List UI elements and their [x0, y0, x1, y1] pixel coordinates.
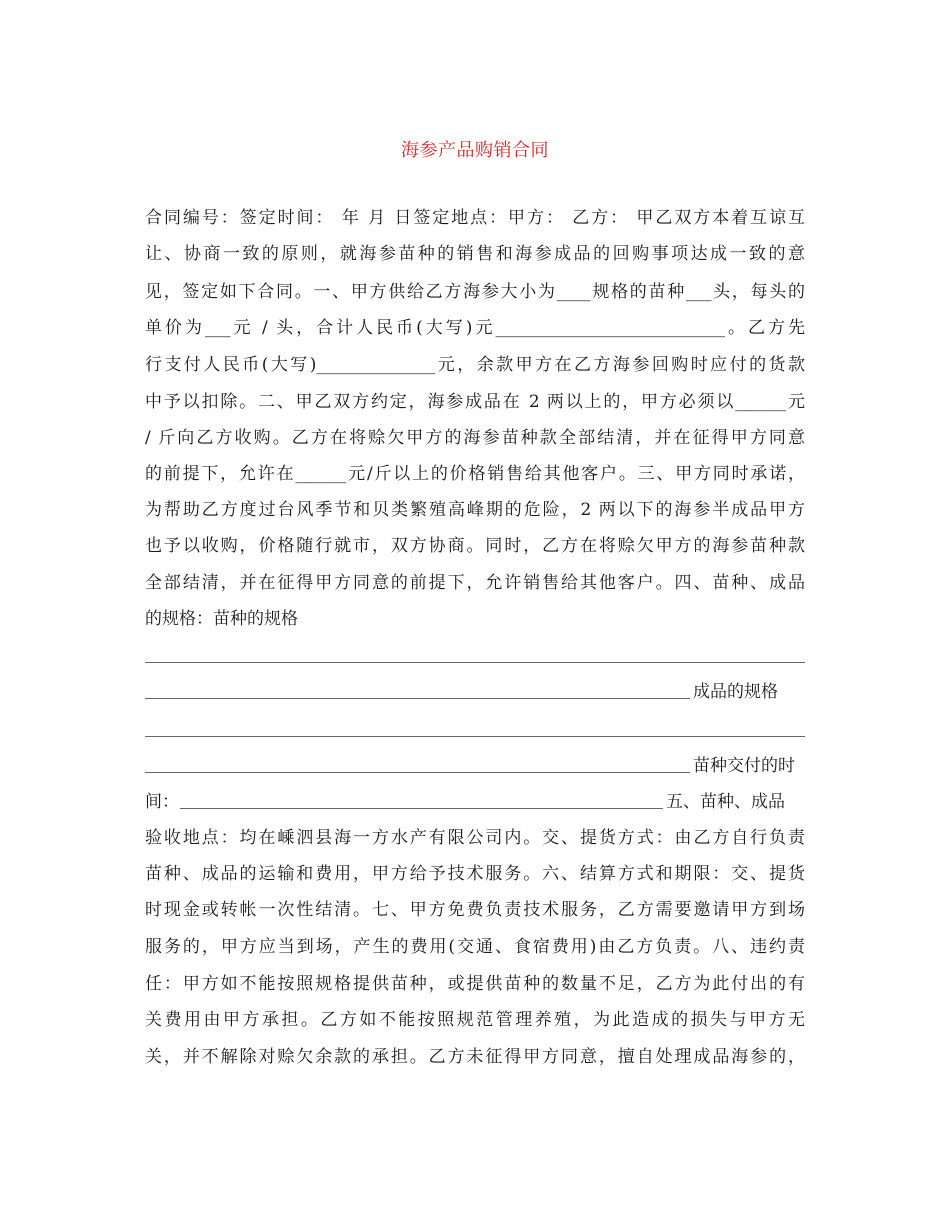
- body-line: 时现金或转帐一次性结清。七、甲方免费负责技术服务，乙方需要邀请甲方到场: [145, 900, 805, 920]
- body-line: 服务的，甲方应当到场，产生的费用(交通、食宿费用)由乙方负责。八、违约责: [145, 937, 805, 957]
- body-line: 的规格：苗种的规格: [145, 609, 298, 629]
- body-line: 为帮助乙方度过台风季节和贝类繁殖高峰期的危险，2 两以下的海参半成品甲方: [145, 500, 805, 520]
- body-line: 行支付人民币(大写)______________元，余款甲方在乙方海参回购时应付的货款: [145, 355, 805, 375]
- blank-fill-line: [180, 808, 663, 809]
- body-line: 中予以扣除。二、甲乙双方约定，海参成品在 2 两以上的，甲方必须以______元: [145, 392, 805, 412]
- document-title: 海参产品购销合同: [401, 140, 549, 161]
- body-line: 的前提下，允许在______元/斤以上的价格销售给其他客户。三、甲方同时承诺，: [145, 464, 805, 484]
- delivery-time-label: 苗种交付的时: [693, 756, 795, 776]
- body-line: 也予以收购，价格随行就市，双方协商。同时，乙方在将赊欠甲方的海参苗种款: [145, 536, 805, 556]
- blank-fill-line: [145, 736, 805, 737]
- body-line: 苗种、成品的运输和费用，甲方给予技术服务。六、结算方式和期限：交、提货: [145, 864, 805, 884]
- body-line: / 斤向乙方收购。乙方在将赊欠甲方的海参苗种款全部结清，并在征得甲方同意: [145, 428, 805, 448]
- body-line: 见，签定如下合同。一、甲方供给乙方海参大小为____规格的苗种___头，每头的: [145, 282, 805, 302]
- blank-fill-line: [145, 772, 690, 773]
- body-line: 让、协商一致的原则，就海参苗种的销售和海参成品的回购事项达成一致的意: [145, 244, 805, 264]
- body-line: 合同编号：签定时间： 年 月 日签定地点：甲方： 乙方： 甲乙双方本着互谅互: [145, 208, 805, 228]
- blank-fill-line: [145, 662, 805, 663]
- body-line: 单价为___元 / 头，合计人民币(大写)元___________________________。乙方先: [145, 318, 805, 338]
- section-five-heading: 五、苗种、成品: [666, 792, 785, 812]
- body-line: 关，并不解除对赊欠余款的承担。乙方未征得甲方同意，擅自处理成品海参的，: [145, 1047, 805, 1067]
- delivery-time-label-cont: 间：: [145, 792, 179, 812]
- body-line: 任：甲方如不能按照规格提供苗种，或提供苗种的数量不足，乙方为此付出的有: [145, 974, 805, 994]
- body-line: 关费用由甲方承担。乙方如不能按照规范管理养殖，为此造成的损失与甲方无: [145, 1010, 805, 1030]
- body-line: 全部结清，并在征得甲方同意的前提下，允许销售给其他客户。四、苗种、成品: [145, 573, 805, 593]
- body-line: 验收地点：均在嵊泗县海一方水产有限公司内。交、提货方式：由乙方自行负责: [145, 828, 805, 848]
- spec-product-label: 成品的规格: [693, 682, 778, 702]
- blank-fill-line: [145, 698, 690, 699]
